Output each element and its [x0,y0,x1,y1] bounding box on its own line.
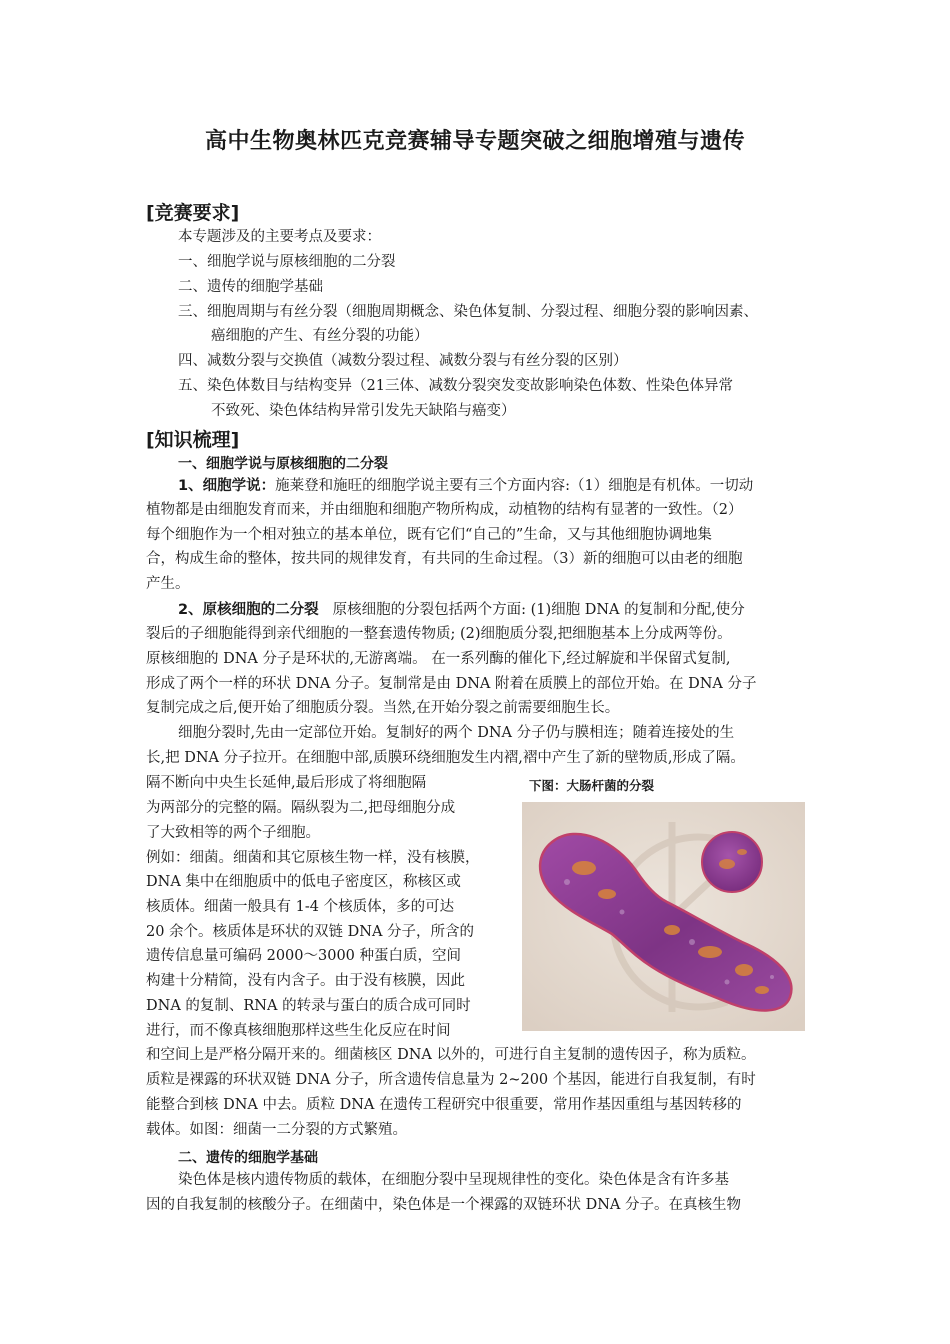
paragraph-line: DNA 集中在细胞质中的低电子密度区，称核区或 [146,874,461,890]
paragraph-line: 2、原核细胞的二分裂 原核细胞的分裂包括两个方面: (1)细胞 DNA 的复制和分配,使分 [178,602,745,618]
subsection-heading: 二、遗传的细胞学基础 [178,1150,318,1166]
paragraph-line: 载体。如图：细菌一二分裂的方式繁殖。 [146,1122,407,1138]
paragraph-line: 合，构成生命的整体，按共同的规律发育，有共同的生命过程。（3）新的细胞可以由老的细胞 [146,551,743,567]
ecoli-division-image [522,802,805,1031]
paragraph-line: 核质体。细菌一般具有 1-4 个核质体，多的可达 [146,899,455,915]
section-heading-knowledge: [知识梳理] [146,429,240,451]
requirement-item: 二、遗传的细胞学基础 [178,279,323,295]
paragraph-line: DNA 的复制、RNA 的转录与蛋白的质合成可同时 [146,998,471,1014]
paragraph-line: 长,把 DNA 分子拉开。在细胞中部,质膜环绕细胞发生内褶,褶中产生了新的壁物质,形成了隔。 [146,750,745,766]
requirement-item: 五、染色体数目与结构变异（21三体、减数分裂突发变故影响染色体数、性染色体异常 [178,378,733,394]
figure-caption: 下图：大肠杆菌的分裂 [529,778,655,793]
paragraph-line: 遗传信息量可编码 2000～3000 种蛋白质，空间 [146,948,462,964]
paragraph-line: 细胞分裂时,先由一定部位开始。复制好的两个 DNA 分子仍与膜相连；随着连接处的生 [178,725,735,741]
paragraph-line: 例如：细菌。细菌和其它原核生物一样，没有核膜， [146,850,480,866]
paragraph-line: 进行，而不像真核细胞那样这些生化反应在时间 [146,1023,451,1039]
paragraph-line: 原核细胞的 DNA 分子是环状的,无游离端。 在一系列酶的催化下,经过解旋和半保留式复制, [146,651,731,667]
paragraph-line: 质粒是裸露的环状双链 DNA 分子，所含遗传信息量为 2~200 个基因，能进行自我复制，有时 [146,1072,756,1088]
paragraph-line: 构建十分精简，没有内含子。由于没有核膜，因此 [146,973,465,989]
paragraph-line: 为两部分的完整的隔。隔纵裂为二,把母细胞分成 [146,800,456,816]
requirements-intro: 本专题涉及的主要考点及要求： [178,229,381,245]
paragraph-line: 20 余个。核质体是环状的双链 DNA 分子，所含的 [146,924,475,940]
paragraph-label: 2、原核细胞的二分裂 [178,602,319,618]
paragraph-line: 1、细胞学说：施莱登和施旺的细胞学说主要有三个方面内容:（1）细胞是有机体。一切动 [178,478,754,494]
requirement-item: 不致死、染色体结构异常引发先天缺陷与癌变） [211,403,516,419]
section-heading-requirements: [竞赛要求] [146,202,240,224]
requirement-item: 三、细胞周期与有丝分裂（细胞周期概念、染色体复制、分裂过程、细胞分裂的影响因素、 [178,304,758,320]
requirement-item: 一、细胞学说与原核细胞的二分裂 [178,254,396,270]
paragraph-line: 植物都是由细胞发育而来，并由细胞和细胞产物所构成，动植物的结构有显著的一致性。（2） [146,502,743,518]
paragraph-line: 染色体是核内遗传物质的载体，在细胞分裂中呈现规律性的变化。染色体是含有许多基 [178,1172,729,1188]
paragraph-line: 复制完成之后,便开始了细胞质分裂。当然,在开始分裂之前需要细胞生长。 [146,700,620,716]
paragraph-line: 形成了两个一样的环状 DNA 分子。复制常是由 DNA 附着在质膜上的部位开始。在 DNA 分子 [146,676,757,692]
requirement-item: 四、减数分裂与交换值（减数分裂过程、减数分裂与有丝分裂的区别） [178,353,628,369]
paragraph-line: 裂后的子细胞能得到亲代细胞的一整套遗传物质; (2)细胞质分裂,把细胞基本上分成两等份。 [146,626,732,642]
paragraph-line: 能整合到核 DNA 中去。质粒 DNA 在遗传工程研究中很重要，常用作基因重组与基因转移的 [146,1097,742,1113]
paragraph-line: 产生。 [146,576,190,592]
paragraph-line: 隔不断向中央生长延伸,最后形成了将细胞隔 [146,775,427,791]
paragraph-line: 了大致相等的两个子细胞。 [146,825,320,841]
paragraph-line: 因的自我复制的核酸分子。在细菌中，染色体是一个裸露的双链环状 DNA 分子。在真核生物 [146,1197,741,1213]
paragraph-label: 1、细胞学说： [178,478,276,494]
page-title: 高中生物奥林匹克竞赛辅导专题突破之细胞增殖与遗传 [204,129,745,154]
paragraph-line: 和空间上是严格分隔开来的。细菌核区 DNA 以外的，可进行自主复制的遗传因子，称为质粒。 [146,1047,756,1063]
paragraph-line: 每个细胞作为一个相对独立的基本单位，既有它们“自己的”生命，又与其他细胞协调地集 [146,527,712,543]
requirement-item: 癌细胞的产生、有丝分裂的功能） [211,328,429,344]
subsection-heading: 一、细胞学说与原核细胞的二分裂 [178,456,388,472]
